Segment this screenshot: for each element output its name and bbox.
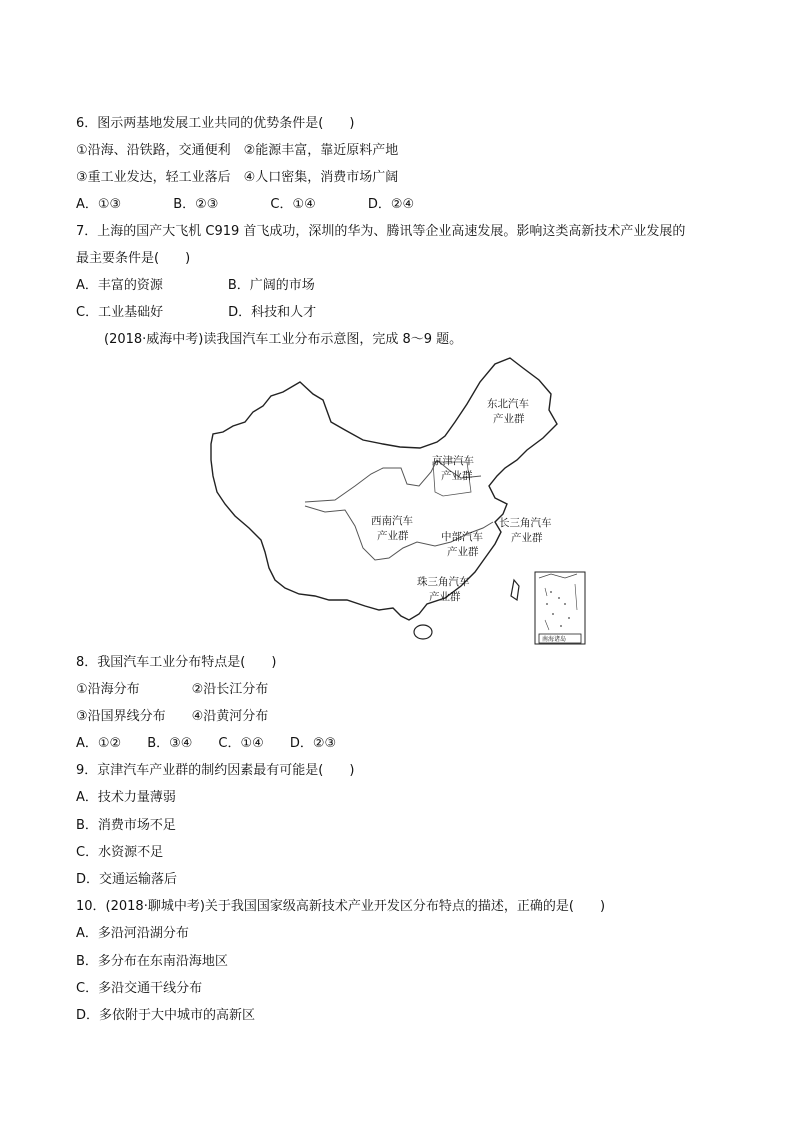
q8-option-row-1: ①沿海分布 ②沿长江分布 (76, 682, 269, 697)
southwest-cluster-sub: 产业群 (377, 530, 409, 542)
q6-choices: A．①③ B．②③ C．①④ D．②④ (76, 197, 415, 212)
q10-choice-c: C．多沿交通干线分布 (76, 981, 203, 996)
map-intro: (2018·威海中考)读我国汽车工业分布示意图，完成 8～9 题。 (104, 332, 463, 347)
inset-label: 南海诸岛 (542, 636, 567, 643)
q10-choice-a: A．多沿河沿湖分布 (76, 926, 189, 941)
central-cluster-label: 中部汽车 (441, 531, 483, 543)
q8-stem: 8．我国汽车工业分布特点是( ) (76, 655, 277, 670)
q10-choice-d: D．多依附于大中城市的高新区 (76, 1008, 256, 1023)
yangtze-delta-cluster-sub: 产业群 (511, 532, 543, 544)
northeast-cluster-label: 东北汽车 (487, 398, 529, 410)
china-auto-industry-map (205, 352, 590, 647)
q6-stem: 6．图示两基地发展工业共同的优势条件是( ) (76, 116, 355, 131)
q10-choice-b: B．多分布在东南沿海地区 (76, 954, 228, 969)
q9-stem: 9．京津汽车产业群的制约因素最有可能是( ) (76, 763, 355, 778)
central-cluster-sub: 产业群 (447, 546, 479, 558)
q7-choices-row-1: A．丰富的资源 B．广阔的市场 (76, 278, 315, 293)
taiwan-island (511, 580, 519, 600)
q9-choice-d: D．交通运输落后 (76, 872, 178, 887)
q10-stem: 10．(2018·聊城中考)关于我国国家级高新技术产业开发区分布特点的描述，正确的是( ) (76, 899, 606, 914)
northeast-cluster-sub: 产业群 (493, 413, 525, 425)
q6-option-row-1: ①沿海、沿铁路，交通便利 ②能源丰富，靠近原料产地 (76, 143, 399, 158)
q7-choices-row-2: C．工业基础好 D．科技和人才 (76, 305, 317, 320)
hainan-island (414, 625, 432, 639)
q9-choice-a: A．技术力量薄弱 (76, 790, 176, 805)
jingjin-cluster-label: 京津汽车 (432, 455, 474, 467)
south-china-sea-inset (535, 572, 585, 644)
q8-choices: A．①② B．③④ C．①④ D．②③ (76, 736, 337, 751)
pearl-delta-cluster-label: 珠三角汽车 (417, 576, 470, 588)
q6-option-row-2: ③重工业发达，轻工业落后 ④人口密集，消费市场广阔 (76, 170, 399, 185)
jingjin-cluster-sub: 产业群 (441, 470, 473, 482)
southwest-cluster-label: 西南汽车 (371, 515, 413, 527)
yangtze-delta-cluster-label: 长三角汽车 (499, 517, 552, 529)
map-svg (205, 352, 590, 647)
q9-choice-c: C．水资源不足 (76, 845, 164, 860)
q7-stem-line-2: 最主要条件是( ) (76, 251, 191, 266)
q7-stem-line-1: 7．上海的国产大飞机 C919 首飞成功，深圳的华为、腾讯等企业高速发展。影响这类高新技术产业发展的 (76, 224, 686, 239)
q9-choice-b: B．消费市场不足 (76, 818, 176, 833)
pearl-delta-cluster-sub: 产业群 (429, 591, 461, 603)
q8-option-row-2: ③沿国界线分布 ④沿黄河分布 (76, 709, 269, 724)
